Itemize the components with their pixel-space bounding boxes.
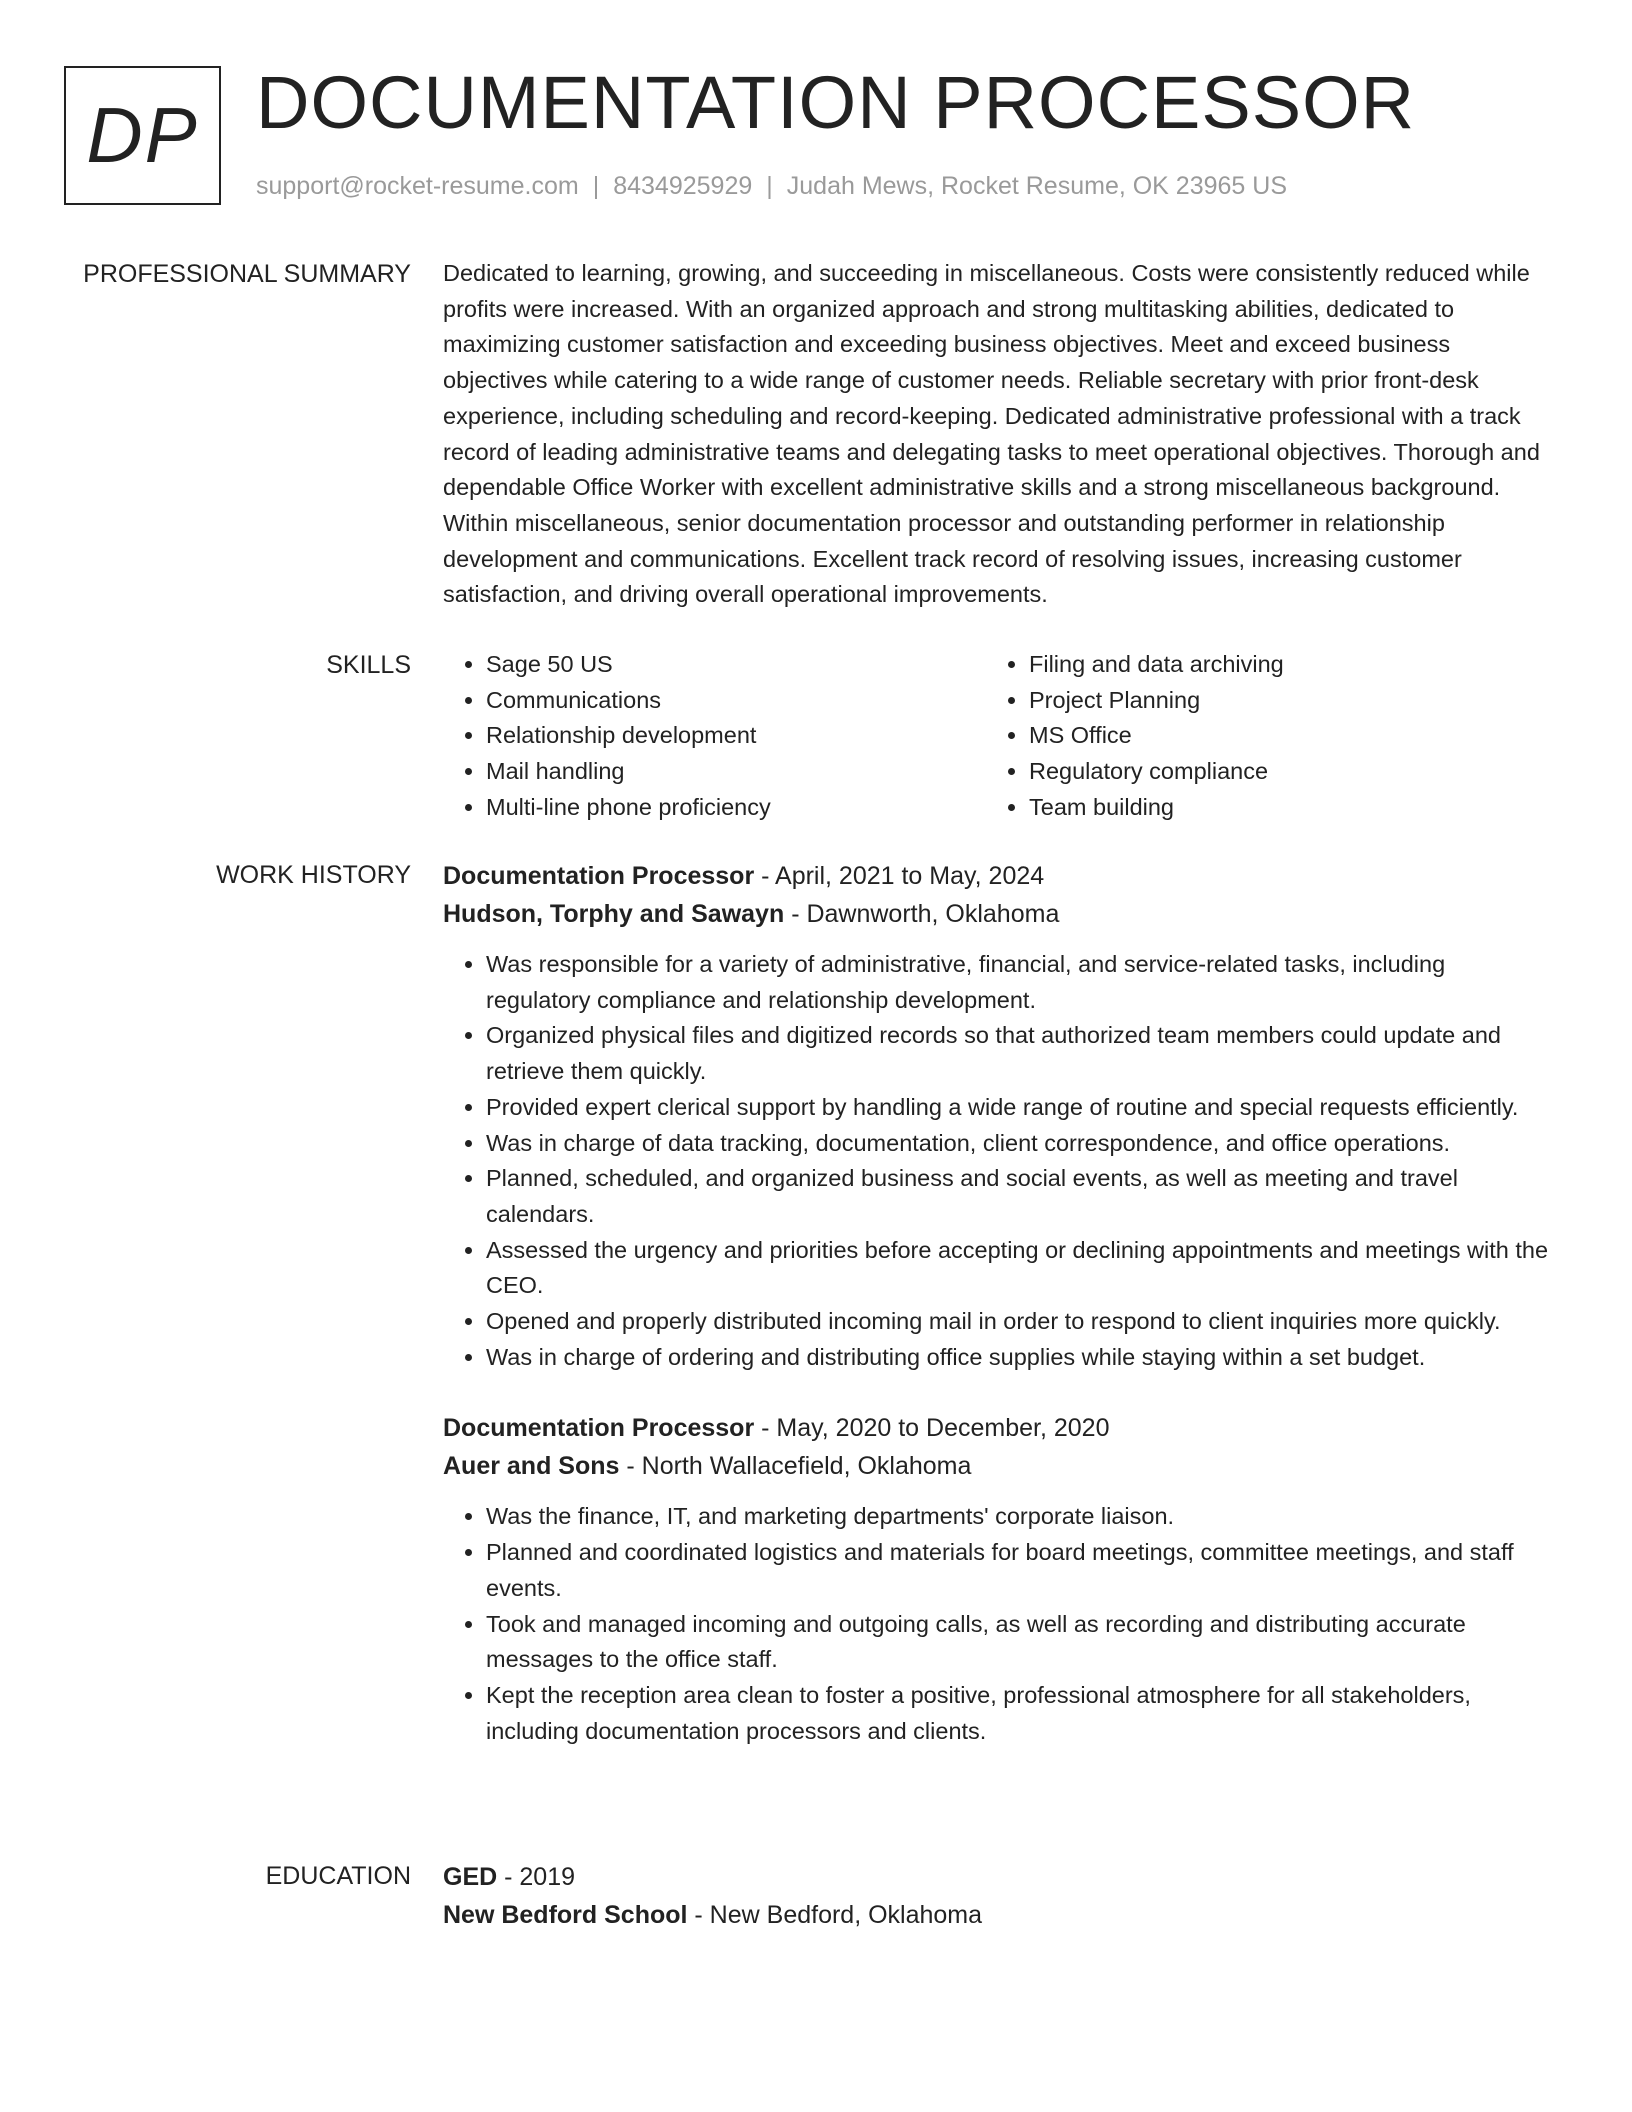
summary-heading: PROFESSIONAL SUMMARY (83, 260, 411, 288)
work-history-heading: WORK HISTORY (216, 861, 411, 889)
contact-phone[interactable]: 8434925929 (613, 172, 753, 200)
skill-item: • Multi-line phone proficiency (486, 790, 986, 826)
skill-item: • Regulatory compliance (1029, 754, 1529, 790)
job-bullets (443, 1499, 1553, 1749)
skills-heading: SKILLS (326, 651, 411, 679)
education-body (443, 1858, 1553, 1934)
contact-separator: | (766, 172, 773, 200)
job-title-line (443, 857, 1553, 895)
job-title-line (443, 1409, 1553, 1447)
monogram-box (64, 66, 221, 205)
skill-item: • MS Office (1029, 718, 1529, 754)
job-entry (443, 857, 1553, 1375)
contact-line (256, 172, 1287, 201)
skill-item: • Sage 50 US (486, 647, 986, 683)
job-location: - Dawnworth, Oklahoma (784, 900, 1060, 928)
summary-text: Dedicated to learning, growing, and succeeding in miscellaneous. Costs were consistently reduced while profits were increased. With an organized approach and strong multitasking abilities, dedicated to maximizing customer satisfaction and exceeding business objectives. Meet and exceed business objectives while catering to a wide range of customer needs. Reliable secretary with prior front-desk experience, including scheduling and record-keeping. Dedicated administrative professional with a track record of leading administrative teams and delegating tasks to meet operational objectives. Thorough and dependable Office Worker with excellent administrative skills and a strong miscellaneous background. Within miscellaneous, senior documentation processor and outstanding performer in relationship development and communications. Excellent track record of resolving issues, increasing customer satisfaction, and driving overall operational improvements. (443, 260, 1540, 608)
skill-item: • Communications (486, 683, 986, 719)
job-bullet: • Planned, scheduled, and organized business and social events, as well as meeting and travel calendars. (486, 1161, 1553, 1232)
job-company: Auer and Sons (443, 1452, 620, 1481)
job-bullet: • Took and managed incoming and outgoing calls, as well as recording and distributing accurate messages to the office staff. (486, 1607, 1553, 1678)
job-company: Hudson, Torphy and Sawayn (443, 900, 785, 928)
job-bullet: • Was responsible for a variety of administrative, financial, and service-related tasks, including regulatory compliance and relationship development. (486, 947, 1553, 1018)
skill-item: • Relationship development (486, 718, 986, 754)
job-company-line (443, 895, 1553, 933)
job-bullet: • Opened and properly distributed incoming mail in order to respond to client inquiries more quickly. (486, 1304, 1553, 1340)
skill-item: • Mail handling (486, 754, 986, 790)
skills-grid (443, 647, 1553, 826)
education-degree-line (443, 1858, 1553, 1896)
education-heading: EDUCATION (265, 1862, 411, 1890)
skill-item: • Filing and data archiving (1029, 647, 1529, 683)
monogram-initials: DP (86, 91, 199, 179)
job-role: Documentation Processor (443, 1414, 755, 1443)
work-history-body (443, 857, 1553, 1749)
education-degree: GED (443, 1863, 498, 1891)
skills-body (443, 647, 1553, 826)
education-school: New Bedford School (443, 1901, 688, 1929)
job-bullet: • Was the finance, IT, and marketing departments' corporate liaison. (486, 1499, 1553, 1535)
job-role: Documentation Processor (443, 862, 755, 890)
skills-list-right (986, 647, 1529, 826)
job-dates: - April, 2021 to May, 2024 (754, 862, 1045, 890)
job-entry (443, 1409, 1553, 1749)
contact-email[interactable]: support@rocket-resume.com (256, 172, 579, 200)
job-bullet: • Assessed the urgency and priorities before accepting or declining appointments and meetings with the CEO. (486, 1233, 1553, 1304)
skills-list-left (443, 647, 986, 826)
skill-item: • Team building (1029, 790, 1529, 826)
candidate-name: DOCUMENTATION PROCESSOR (256, 61, 1416, 144)
job-bullet: • Was in charge of data tracking, documentation, client correspondence, and office operations. (486, 1126, 1553, 1162)
skill-item: • Project Planning (1029, 683, 1529, 719)
education-year: - 2019 (497, 1863, 576, 1891)
job-bullets (443, 947, 1553, 1375)
job-bullet: • Kept the reception area clean to foster a positive, professional atmosphere for all stakeholders, including documentation processors and clients. (486, 1678, 1553, 1749)
job-bullet: • Was in charge of ordering and distributing office supplies while staying within a set budget. (486, 1340, 1553, 1376)
job-location: - North Wallacefield, Oklahoma (619, 1452, 972, 1481)
summary-body (443, 256, 1553, 613)
job-company-line (443, 1447, 1553, 1485)
job-bullet: • Planned and coordinated logistics and materials for board meetings, committee meetings, and staff events. (486, 1535, 1553, 1606)
education-location: - New Bedford, Oklahoma (687, 1901, 983, 1929)
contact-address: Judah Mews, Rocket Resume, OK 23965 US (786, 172, 1287, 200)
job-dates: - May, 2020 to December, 2020 (754, 1414, 1110, 1443)
job-bullet: • Organized physical files and digitized records so that authorized team members could update and retrieve them quickly. (486, 1018, 1553, 1089)
education-school-line (443, 1896, 1553, 1934)
contact-separator: | (592, 172, 600, 200)
job-bullet: • Provided expert clerical support by handling a wide range of routine and special requests efficiently. (486, 1090, 1553, 1126)
